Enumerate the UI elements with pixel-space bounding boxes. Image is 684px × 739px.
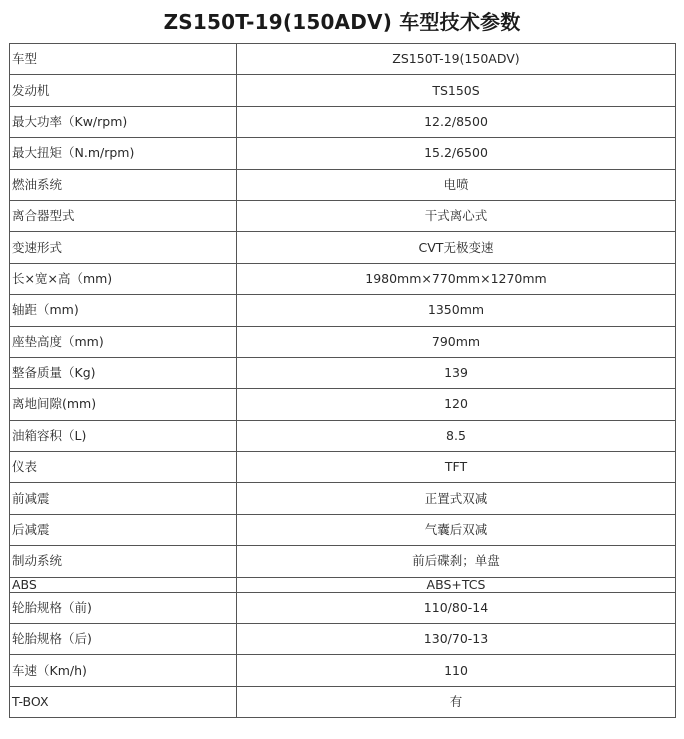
row-label: 制动系统 (10, 546, 237, 577)
row-label: 整备质量（Kg) (10, 357, 237, 388)
row-value: 有 (237, 686, 676, 717)
table-row (10, 686, 676, 717)
table-row (10, 295, 676, 326)
row-value: 12.2/8500 (237, 106, 676, 137)
row-label: 轴距（mm) (10, 295, 237, 326)
table-row (10, 483, 676, 514)
row-label: 变速形式 (10, 232, 237, 263)
row-label: 最大功率（Kw/rpm) (10, 106, 237, 137)
row-value: 前后碟刹；单盘 (237, 546, 676, 577)
row-label: 离合器型式 (10, 200, 237, 231)
row-label: 车速（Km/h) (10, 655, 237, 686)
row-label: 后减震 (10, 514, 237, 545)
row-label: 前减震 (10, 483, 237, 514)
row-value: 120 (237, 389, 676, 420)
row-value: ZS150T-19(150ADV) (237, 44, 676, 75)
row-label: 座垫高度（mm) (10, 326, 237, 357)
table-row (10, 546, 676, 577)
row-label: 轮胎规格（前) (10, 592, 237, 623)
table-row (10, 75, 676, 106)
row-value: TFT (237, 452, 676, 483)
table-row (10, 357, 676, 388)
table-row (10, 326, 676, 357)
row-value: 110 (237, 655, 676, 686)
row-value: 干式离心式 (237, 200, 676, 231)
row-value: 1350mm (237, 295, 676, 326)
row-value: 1980mm×770mm×1270mm (237, 263, 676, 294)
row-value: ABS+TCS (237, 577, 676, 592)
row-value: 15.2/6500 (237, 138, 676, 169)
row-value: 8.5 (237, 420, 676, 451)
page-title: ZS150T-19(150ADV) 车型技术参数 (163, 10, 521, 34)
row-label: 离地间隙(mm) (10, 389, 237, 420)
row-label: 燃油系统 (10, 169, 237, 200)
row-label: 车型 (10, 44, 237, 75)
row-label: T-BOX (10, 686, 237, 717)
table-row (10, 263, 676, 294)
table-row (10, 106, 676, 137)
row-label: 仪表 (10, 452, 237, 483)
table-row (10, 452, 676, 483)
row-value: 110/80-14 (237, 592, 676, 623)
table-row (10, 624, 676, 655)
row-label: 轮胎规格（后) (10, 624, 237, 655)
table-row (10, 577, 676, 592)
row-value: 130/70-13 (237, 624, 676, 655)
table-row (10, 44, 676, 75)
table-row (10, 655, 676, 686)
row-value: TS150S (237, 75, 676, 106)
row-label: 油箱容积（L) (10, 420, 237, 451)
table-row (10, 138, 676, 169)
row-value: 139 (237, 357, 676, 388)
row-label: 最大扭矩（N.m/rpm) (10, 138, 237, 169)
row-value: 正置式双减 (237, 483, 676, 514)
row-value: 气囊后双减 (237, 514, 676, 545)
row-label: 发动机 (10, 75, 237, 106)
row-label: ABS (10, 577, 237, 592)
row-value: CVT无极变速 (237, 232, 676, 263)
row-value: 电喷 (237, 169, 676, 200)
table-row (10, 420, 676, 451)
spec-table (9, 43, 676, 718)
table-row (10, 592, 676, 623)
table-row (10, 232, 676, 263)
table-row (10, 200, 676, 231)
row-value: 790mm (237, 326, 676, 357)
table-row (10, 169, 676, 200)
table-row (10, 514, 676, 545)
row-label: 长×宽×高（mm) (10, 263, 237, 294)
table-row (10, 389, 676, 420)
